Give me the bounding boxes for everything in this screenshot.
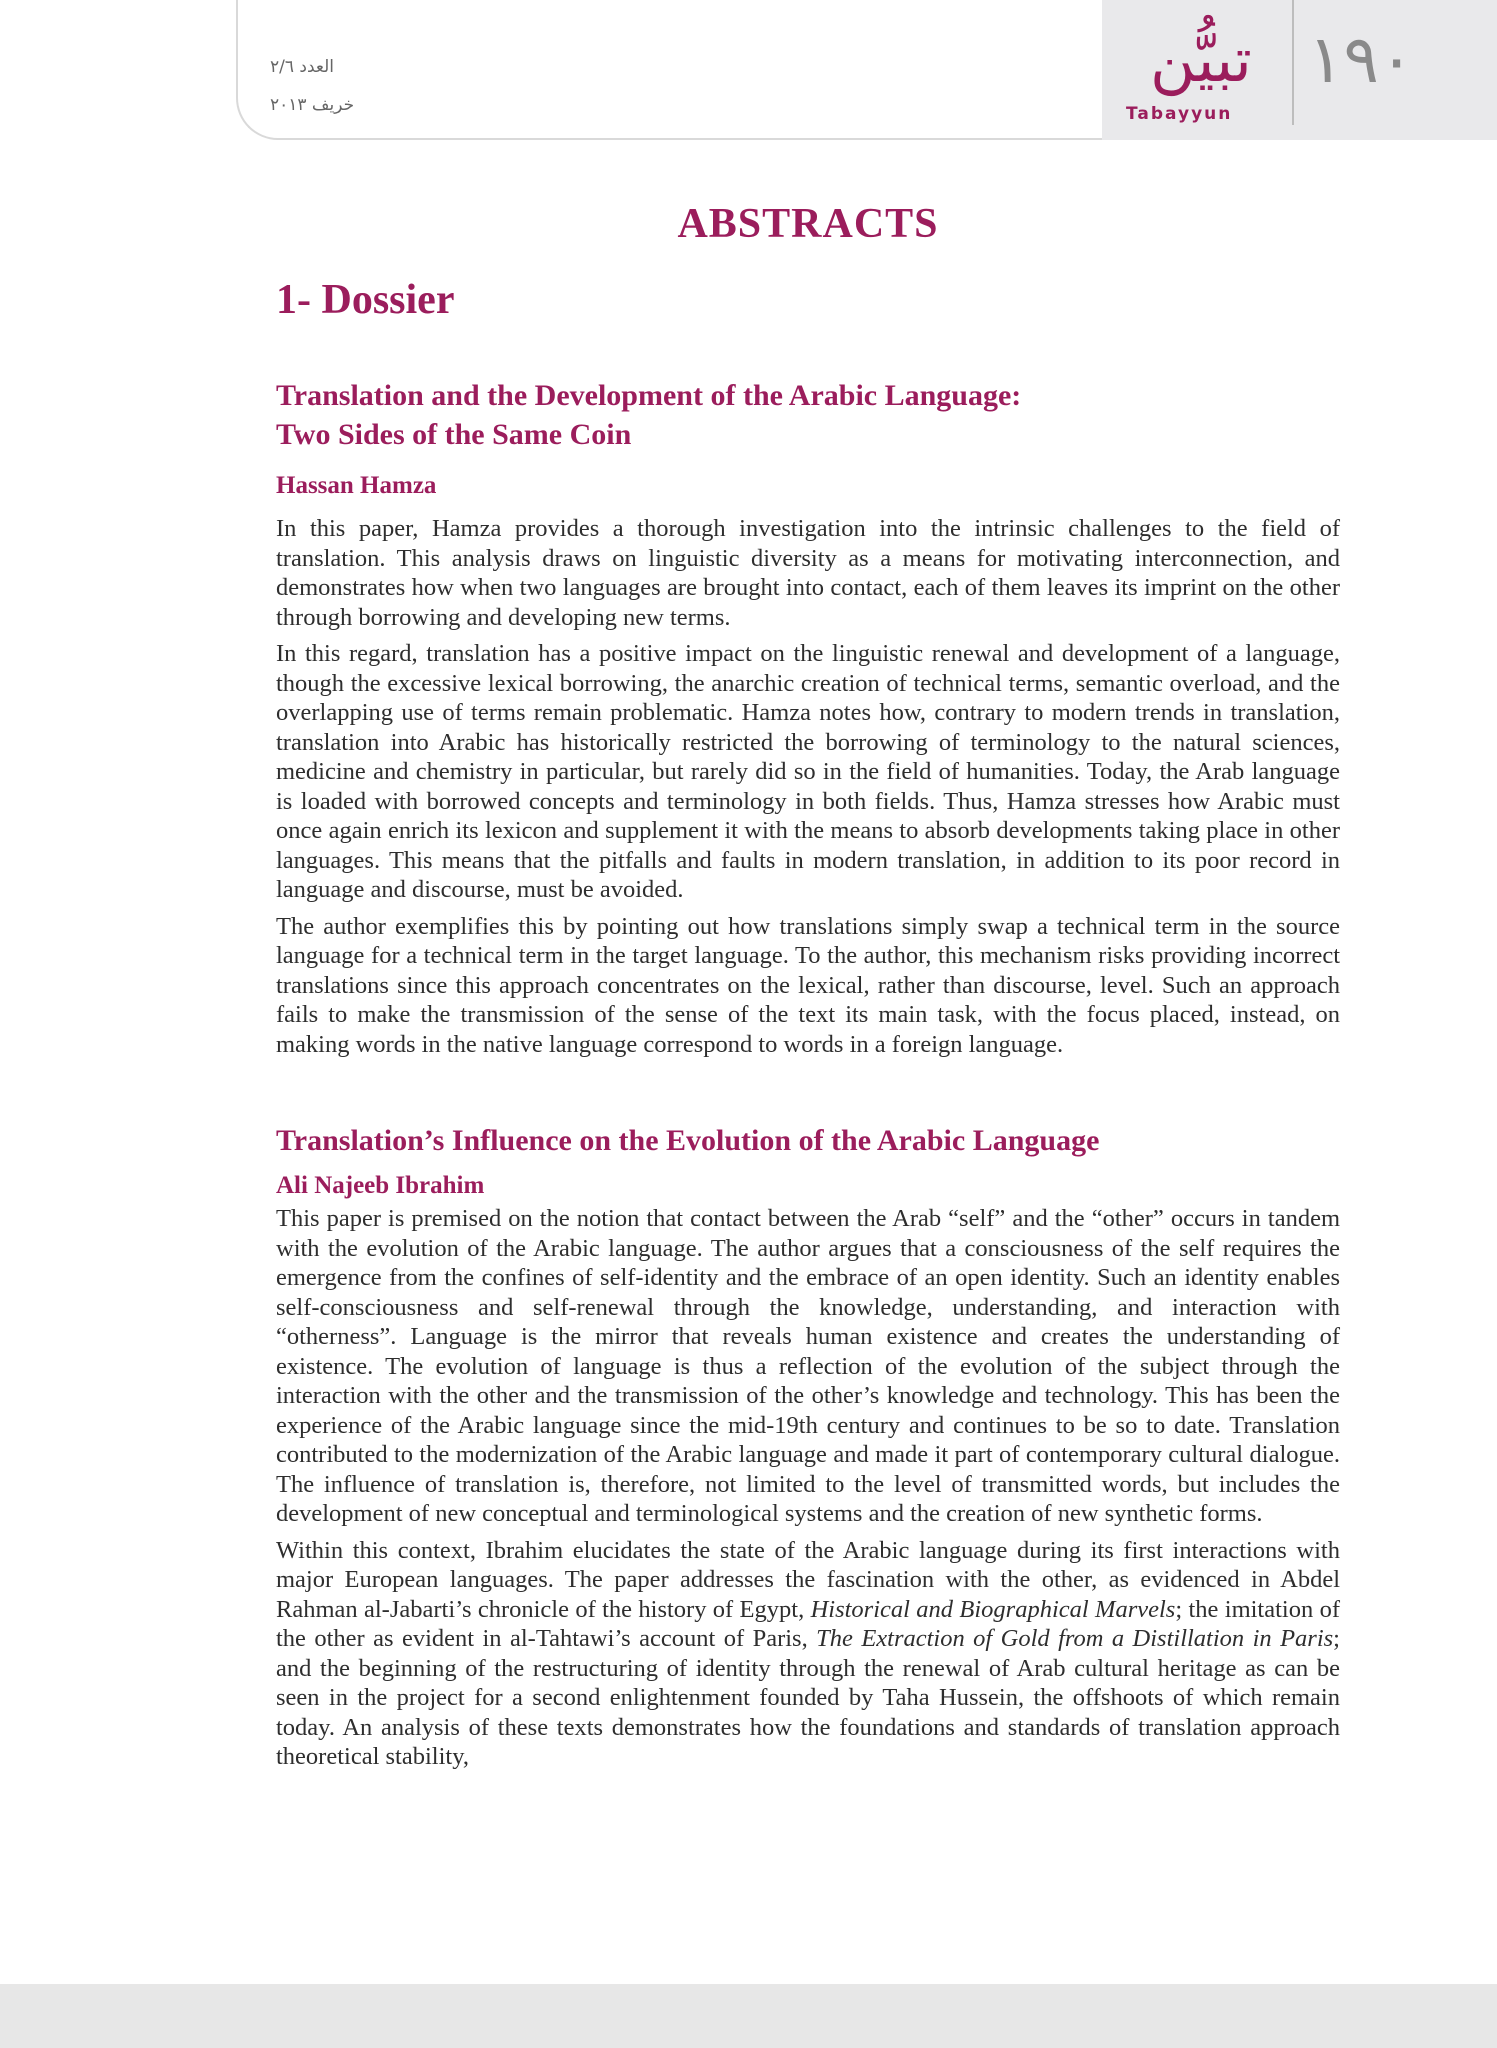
article-title [276, 376, 1340, 454]
section-title: 1- Dossier [276, 277, 455, 323]
header-divider [1292, 0, 1294, 125]
page-footer-band [0, 1984, 1497, 2048]
abstract-paragraph: In this paper, Hamza provides a thorough investigation into the intrinsic challenges to the field of translation. This analysis draws on linguistic diversity as a means for motivating interconnection, and demonstrates how when two languages are brought into contact, each of them leaves its imprint on the other through borrowing and developing new terms. [276, 515, 1340, 631]
abstract-paragraph: This paper is premised on the notion that contact between the Arab “self” and the “other” occurs in tandem with the evolution of the Arabic language. The author argues that a consciousness of the self requires the emergence from the confines of self-identity and the embrace of an open identity. Such an identity enables self-consciousness and self-renewal through the knowledge, understanding, and interaction with “otherness”. Language is the mirror that reveals human existence and creates the understanding of existence. The evolution of language is thus a reflection of the evolution of the subject through the interaction with the other and the transmission of the other’s knowledge and technology. This has been the experience of the Arabic language since the mid-19th century and continues to be so to date. Translation contributed to the modernization of the Arabic language and made it part of contemporary cultural dialogue. The influence of translation is, therefore, not limited to the level of transmitted words, but includes the development of new conceptual and terminological systems and the creation of new synthetic forms. [276, 1205, 1340, 1527]
page-heading: ABSTRACTS [677, 201, 939, 247]
main-content [276, 200, 1340, 1779]
paragraph-text: ; the imitation of the other as evident in al-Tahtawi’s account of Paris, [276, 1595, 1340, 1652]
abstract-paragraph: In this regard, translation has a positive impact on the linguistic renewal and development of a language, though the excessive lexical borrowing, the anarchic creation of technical terms, semantic overload, and the overlapping use of terms remain problematic. Hamza notes how, contrary to modern trends in translation, translation into Arabic has historically restricted the borrowing of terminology to the natural sciences, medicine and chemistry in particular, but rarely did so in the field of humanities. Today, the Arab language is loaded with borrowed concepts and terminology in both fields. Thus, Hamza stresses how Arabic must once again enrich its lexicon and supplement it with the means to absorb developments taking place in other languages. This means that the pitfalls and faults in modern translation, in addition to its poor record in language and discourse, must be avoided. [276, 640, 1340, 903]
page-number: ١٩٠ [1308, 21, 1415, 98]
article-hamza [276, 376, 1340, 1059]
journal-logo [1120, 23, 1270, 134]
abstract-paragraph [276, 1536, 1340, 1772]
book-title: Historical and Biographical Marvels [810, 1595, 1176, 1623]
issue-season: خريف ٢٠١٣ [270, 95, 355, 115]
article-author: Ali Najeeb Ibrahim [276, 1172, 485, 1199]
issue-number: العدد ٢/٦ [270, 57, 335, 77]
paragraph-text: Within this context, Ibrahim elucidates the state of the Arabic language during its first interactions with major European languages. The paper addresses the fascination with the other, as evidenced in Abdel Rahman al-Jabarti’s chronicle of the history of Egypt, [276, 1536, 1340, 1623]
abstract-paragraph: The author exemplifies this by pointing out how translations simply swap a technical term in the source language for a technical term in the target language. To the author, this mechanism risks providing incorrect translations since this approach concentrates on the lexical, rather than discourse, level. Such an approach fails to make the transmission of the sense of the text its main task, with the focus placed, instead, on making words in the native language correspond to words in a foreign language. [276, 912, 1340, 1058]
article-title: Translation’s Influence on the Evolution of the Arabic Language [276, 1124, 1100, 1157]
article-author: Hassan Hamza [276, 472, 437, 499]
logo-arabic-text: تبيُّن [1150, 23, 1252, 96]
book-title: The Extraction of Gold from a Distillation in Paris [816, 1625, 1334, 1652]
left-margin [0, 0, 236, 2048]
article-title-line: Two Sides of the Same Coin [276, 418, 632, 451]
paragraph-text: ; and the beginning of the restructuring of identity through the renewal of Arab cultural heritage as can be seen in the project for a second enlightenment founded by Taha Hussein, the offshoots of which remain today. An analysis of these texts demonstrates how the foundations and standards of translation approach theoretical stability, [276, 1625, 1340, 1770]
article-ibrahim [276, 1121, 1340, 1772]
logo-latin-text: Tabayyun [1126, 104, 1233, 124]
article-title-line: Translation and the Development of the Arabic Language: [276, 379, 1022, 412]
issue-info [270, 48, 354, 124]
